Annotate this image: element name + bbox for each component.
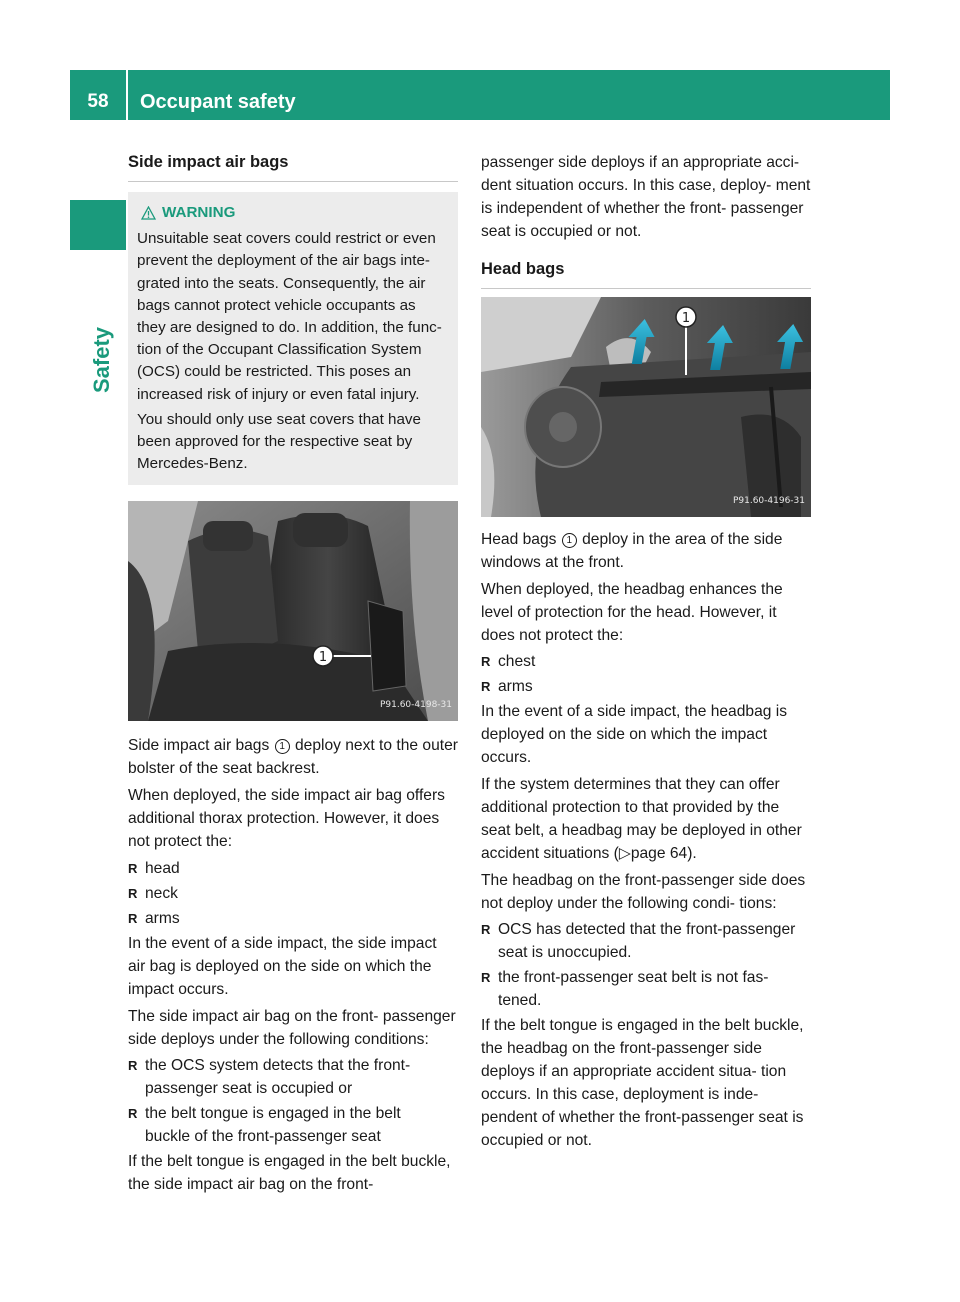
paragraph: In the event of a side impact, the side impact air bag is deployed on the side on which the impact occurs. (128, 935, 437, 999)
paragraph: The side impact air bag on the front- passenger side deploys under the following conditions: (128, 1008, 456, 1049)
page-title: Occupant safety (140, 91, 296, 113)
paragraph: Side impact air bags 1 deploy next to the outer bolster of the seat backrest. (128, 737, 458, 778)
list-item: R OCS has detected that the front-passenger seat is unoccupied. (481, 918, 811, 964)
header-divider (126, 70, 128, 120)
paragraph: passenger side deploys if an appropriate acci- dent situation occurs. In this case, deploy- ment is independent of whether the front- passenger seat is occupied or not. (481, 154, 811, 240)
headbag-photo (481, 297, 811, 517)
list-item: R arms (128, 907, 458, 930)
warning-triangle-icon (141, 206, 156, 220)
bullet-list (128, 1054, 458, 1148)
callout-marker: 1 (318, 650, 328, 666)
section-tab-label: Safety (89, 326, 114, 394)
bullet-list (481, 918, 811, 1012)
paragraph: Head bags 1 deploy in the area of the side windows at the front. (481, 531, 783, 571)
paragraph: When deployed, the side impact air bag offers additional thorax protection. However, it does not protect the: (128, 787, 445, 851)
section-heading-head-bags: Head bags (481, 258, 811, 289)
paragraph: If the belt tongue is engaged in the belt buckle, the side impact air bag on the front- (128, 1153, 451, 1194)
paragraph: When deployed, the headbag enhances the level of protection for the head. However, it does not protect the: (481, 581, 783, 644)
right-column (481, 151, 811, 1152)
callout-marker: 1 (681, 311, 691, 326)
bullet-list (481, 650, 811, 698)
list-item: R the front-passenger seat belt is not fas- tened. (481, 966, 811, 1012)
list-item: R head (128, 857, 458, 880)
bullet-list (128, 857, 458, 930)
warning-text: Unsuitable seat covers could restrict or even prevent the deployment of the air bags inte- grated into the seats. Consequently, the air bags cannot protect vehicle occupants as they are designed to do. In addition, the func- tion of the Occupant Classification System (OCS) could be restricted. This poses an increased risk of injury or even fatal injury. (137, 230, 442, 403)
list-item: R neck (128, 882, 458, 905)
warning-box (128, 192, 458, 485)
paragraph: The headbag on the front-passenger side does not deploy under the following condi- tions: (481, 872, 806, 912)
left-column (128, 151, 458, 1196)
seat-illustration (128, 501, 458, 721)
list-item: R arms (481, 675, 811, 698)
warning-text-2: You should only use seat covers that have been approved for the respective seat by Mercedes-Benz. (137, 410, 421, 473)
page-number: 58 (87, 91, 109, 112)
section-tab-block (70, 200, 126, 250)
list-item: R the belt tongue is engaged in the belt buckle of the front-passenger seat (128, 1102, 458, 1148)
list-item: R chest (481, 650, 811, 673)
warning-title: WARNING (137, 202, 448, 224)
paragraph: If the system determines that they can offer additional protection to that provided by the seat belt, a headbag may be deployed in other accident situations (▷page 64). (481, 776, 802, 862)
page-reference-link[interactable]: page 64). (630, 845, 697, 862)
paragraph: In the event of a side impact, the headbag is deployed on the side on which the impact occurs. (481, 703, 788, 766)
list-item: R the OCS system detects that the front- passenger seat is occupied or (128, 1054, 458, 1100)
seat-airbag-photo (128, 501, 458, 721)
section-heading-side-impact: Side impact air bags (128, 151, 458, 182)
page-ref-arrow-icon: ▷ (618, 845, 631, 862)
paragraph: If the belt tongue is engaged in the belt buckle, the headbag on the front-passenger side deploys if an appropriate accident situa- tion occurs. In this case, deployment is inde- pendent of whether the front-passenger seat is occupied or not. (481, 1017, 804, 1149)
callout-marker: 1 (562, 533, 577, 548)
callout-marker: 1 (275, 739, 290, 754)
door-illustration (481, 297, 811, 517)
image-code: P91.60-4196-31 (732, 496, 805, 506)
image-code: P91.60-4198-31 (379, 700, 452, 711)
